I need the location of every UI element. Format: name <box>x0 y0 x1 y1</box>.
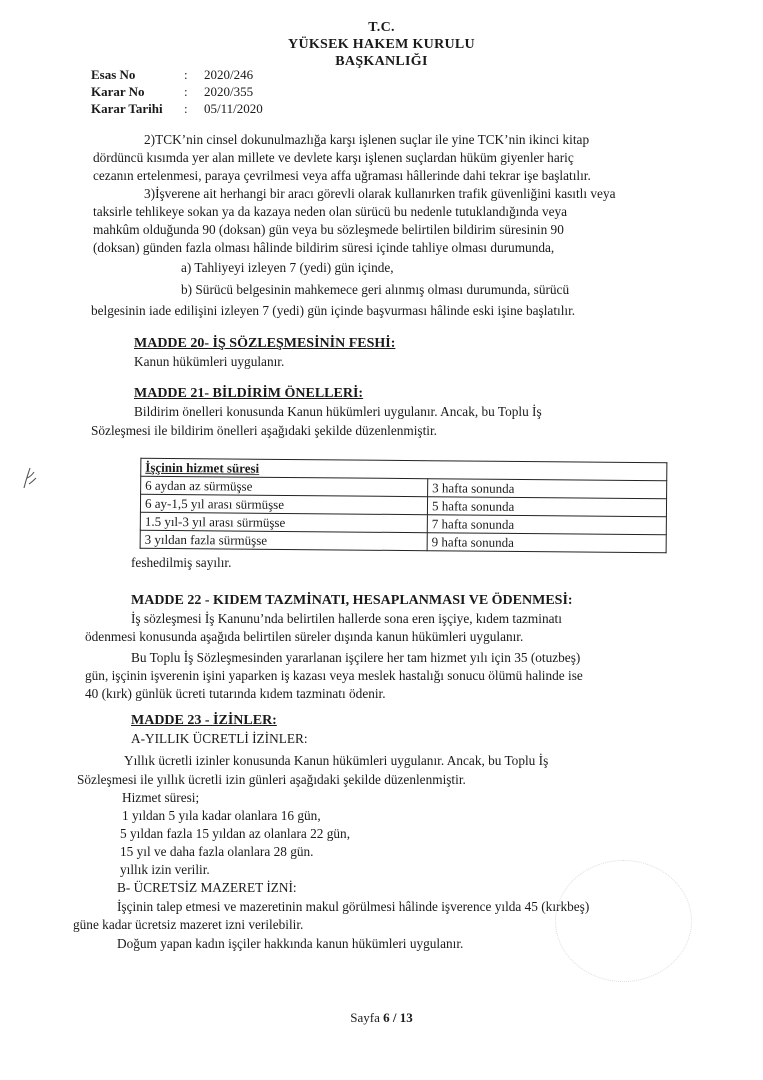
table-cell-notice: 5 hafta sonunda <box>427 497 666 517</box>
m22-heading: MADDE 22 - KIDEM TAZMİNATI, HESAPLANMASI VE ÖDENMESİ: <box>131 593 573 608</box>
meta-karar <box>91 84 253 100</box>
intro-p3-line3: mahkûm olduğunda 90 (doksan) gün veya bu sözleşmede belirtilen bildirim süresinin 90 <box>93 222 564 237</box>
table-cell-period: 1.5 yıl-3 yıl arası sürmüşse <box>140 512 427 533</box>
m23-a-line1: Yıllık ücretli izinler konusunda Kanun hükümleri uygulanır. Ancak, bu Toplu İş <box>124 753 549 768</box>
m23-b-line1: İşçinin talep etmesi ve mazeretinin makul görülmesi hâlinde işverence yılda 45 (kırkbeş) <box>117 899 590 914</box>
table-cell-period: 3 yıldan fazla sürmüşse <box>140 530 427 551</box>
intro-b-line2: belgesinin iade edilişini izleyen 7 (yedi) gün içinde başvurması hâlinde eski işine başlatılır. <box>91 303 576 318</box>
m21-heading: MADDE 21- BİLDİRİM ÖNELLERİ: <box>134 386 364 401</box>
m20-text: Kanun hükümleri uygulanır. <box>134 354 285 369</box>
page-footer <box>0 1010 763 1026</box>
meta-esas <box>91 67 253 83</box>
m23-b-line2: güne kadar ücretsiz mazeret izni verilebilir. <box>73 917 304 932</box>
m23-b-line3: Doğum yapan kadın işçiler hakkında kanun hükümleri uygulanır. <box>117 936 464 951</box>
m22-line1: İş sözleşmesi İş Kanunu’nda belirtilen hallerde sona eren işçiye, kıdem tazminatı <box>131 611 562 626</box>
table-cell-notice: 3 hafta sonunda <box>428 479 667 499</box>
intro-p2-line2: dördüncü kısımda yer alan millete ve devlete karşı işlenen suçlardan hüküm giyenler hariç <box>93 150 574 165</box>
meta-colon: : <box>184 84 188 99</box>
notice-period-table <box>140 458 668 554</box>
m20-heading: MADDE 20- İŞ SÖZLEŞMESİNİN FESHİ: <box>134 336 396 351</box>
table-cell-period: 6 ay-1,5 yıl arası sürmüşse <box>140 494 427 515</box>
m23-b-title: B- ÜCRETSİZ MAZERET İZNİ: <box>117 880 297 895</box>
meta-colon: : <box>184 67 188 82</box>
footer-page-label: Sayfa <box>350 1010 380 1025</box>
meta-esas-label: Esas No <box>91 67 136 82</box>
official-stamp-mark <box>555 860 692 982</box>
meta-tarih-label: Karar Tarihi <box>91 101 163 116</box>
table-row <box>140 530 666 553</box>
meta-colon: : <box>184 101 188 116</box>
footer-page-sep: / <box>392 1010 397 1025</box>
intro-p3-line4: (doksan) günden fazla olması hâlinde bildirim süresi içinde tahliye olması durumunda, <box>93 240 555 255</box>
header-institution: YÜKSEK HAKEM KURULU <box>288 37 475 52</box>
margin-initials-mark <box>18 462 40 492</box>
m21-line2: Sözleşmesi ile bildirim önelleri aşağıdaki şekilde düzenlenmiştir. <box>91 423 438 438</box>
intro-a-line: a) Tahliyeyi izleyen 7 (yedi) gün içinde, <box>181 260 394 275</box>
meta-tarih <box>91 101 263 117</box>
m22-line2: ödenmesi konusunda aşağıda belirtilen süreler dışında kanun hükümleri uygulanır. <box>85 629 524 644</box>
m22-line5: 40 (kırk) günlük ücreti tutarında kıdem tazminatı ödenir. <box>85 686 386 701</box>
m21-after-table: feshedilmiş sayılır. <box>131 555 232 570</box>
meta-karar-label: Karar No <box>91 84 145 99</box>
intro-p3-line1: 3)İşverene ait herhangi bir aracı görevli olarak kullanırken trafik güvenliğini kasıtlı veya <box>144 186 616 201</box>
intro-p2-line3: cezanın ertelenmesi, paraya çevrilmesi veya affa uğraması hâllerinde dahi tekrar işe başlatılır. <box>93 168 591 183</box>
m23-heading: MADDE 23 - İZİNLER: <box>131 713 277 728</box>
table-cell-notice: 9 hafta sonunda <box>427 533 666 553</box>
m22-line3: Bu Toplu İş Sözleşmesinden yararlanan işçilere her tam hizmet yılı için 35 (otuzbeş) <box>131 650 581 665</box>
m23-a-line6: 15 yıl ve daha fazla olanlara 28 gün. <box>120 844 314 859</box>
m21-line1: Bildirim önelleri konusunda Kanun hükümleri uygulanır. Ancak, bu Toplu İş <box>134 404 542 419</box>
header-presidency: BAŞKANLIĞI <box>335 54 428 69</box>
m23-a-line5: 5 yıldan fazla 15 yıldan az olanlara 22 gün, <box>120 826 351 841</box>
header-tc: T.C. <box>368 20 395 35</box>
footer-page-current: 6 <box>383 1010 390 1025</box>
table-cell-notice: 7 hafta sonunda <box>427 515 666 535</box>
m23-a-line3: Hizmet süresi; <box>122 790 200 805</box>
m22-line4: gün, işçinin işverenin işini yaparken iş kazası veya meslek hastalığı sonucu ölümü halinde ise <box>85 668 583 683</box>
m23-a-line4: 1 yıldan 5 yıla kadar olanlara 16 gün, <box>122 808 321 823</box>
intro-b-line1: b) Sürücü belgesinin mahkemece geri alınmış olması durumunda, sürücü <box>181 282 570 297</box>
meta-karar-value: 2020/355 <box>204 84 254 99</box>
intro-p3-line2: taksirle tehlikeye sokan ya da kazaya neden olan sürücü bu nedenle tutuklandığında veya <box>93 204 568 219</box>
meta-tarih-value: 05/11/2020 <box>204 101 263 116</box>
m23-a-line2: Sözleşmesi ile yıllık ücretli izin günleri aşağıdaki şekilde düzenlenmiştir. <box>77 772 466 787</box>
intro-p2-line1: 2)TCK’nin cinsel dokunulmazlığa karşı işlenen suçlar ile yine TCK’nin ikinci kitap <box>144 132 590 147</box>
m23-a-title: A-YILLIK ÜCRETLİ İZİNLER: <box>131 731 308 746</box>
table-header-cell: İşçinin hizmet süresi <box>141 458 667 481</box>
table-cell-period: 6 aydan az sürmüşse <box>141 476 428 497</box>
footer-page-total: 13 <box>399 1010 413 1025</box>
m23-a-line7: yıllık izin verilir. <box>120 862 210 877</box>
meta-esas-value: 2020/246 <box>204 67 254 82</box>
